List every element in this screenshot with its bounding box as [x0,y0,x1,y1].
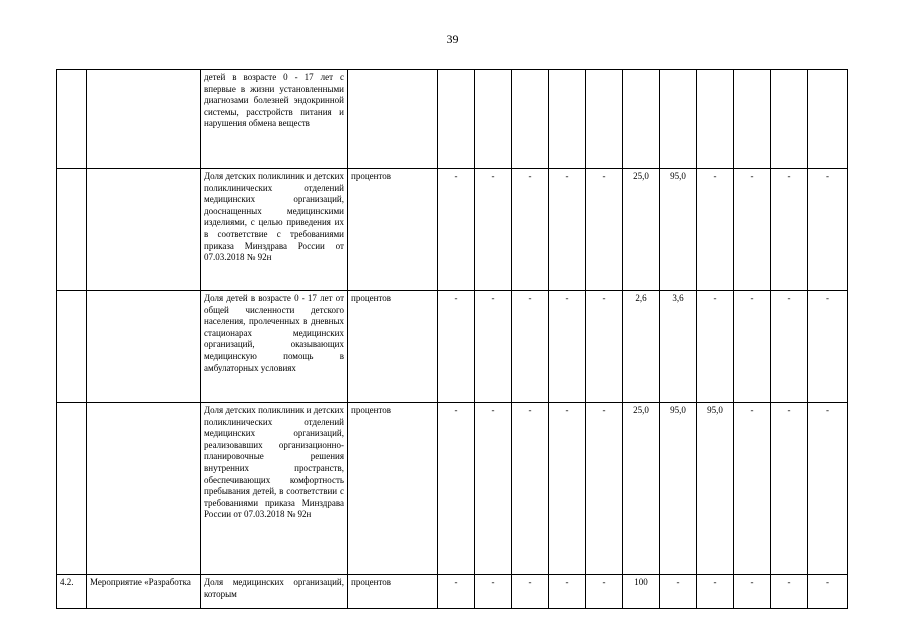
value-cell: - [808,403,848,575]
indicator-name: Доля детских поликлиник и детских поликлинических отделений медицинских организаций, реализовавших организационно-планировочные решения внутренних пространств, обеспечивающих комфортность пребывания детей, в соответствии с требованиями приказа Минздрава России от 07.03.2018 № 92н [201,403,348,575]
value-cell: - [808,575,848,609]
event-name [87,291,201,403]
value-cell: - [438,291,475,403]
value-cell: - [438,169,475,291]
value-cell: - [438,403,475,575]
value-cell: 95,0 [660,169,697,291]
value-cell [512,70,549,169]
event-name [87,169,201,291]
event-name [87,70,201,169]
value-cell: 25,0 [623,403,660,575]
table-body [57,70,848,609]
value-cell: - [734,291,771,403]
event-name [87,403,201,575]
value-cell: - [660,575,697,609]
value-cell: - [475,403,512,575]
table-row [57,575,848,609]
value-cell: 100 [623,575,660,609]
value-cell: - [697,291,734,403]
value-cell [697,70,734,169]
value-cell: - [475,291,512,403]
value-cell: - [697,169,734,291]
value-cell: - [475,169,512,291]
indicator-name: Доля детей в возрасте 0 - 17 лет от общей численности детского населения, пролеченных в дневных стационарах медицинских организаций, оказывающих медицинскую помощь в амбулаторных условиях [201,291,348,403]
value-cell: - [512,169,549,291]
unit [348,70,438,169]
value-cell: - [438,575,475,609]
row-number: 4.2. [57,575,87,609]
value-cell: - [512,403,549,575]
value-cell [549,70,586,169]
value-cell [475,70,512,169]
value-cell: - [734,575,771,609]
value-cell: - [771,403,808,575]
row-number [57,403,87,575]
row-number [57,291,87,403]
indicators-table [56,69,848,609]
value-cell [623,70,660,169]
unit: процентов [348,291,438,403]
value-cell [808,70,848,169]
value-cell: 3,6 [660,291,697,403]
value-cell: - [549,169,586,291]
value-cell: - [549,403,586,575]
value-cell: - [808,169,848,291]
row-number [57,70,87,169]
value-cell: - [771,169,808,291]
value-cell [586,70,623,169]
value-cell: - [586,575,623,609]
value-cell: - [771,291,808,403]
table-row [57,70,848,169]
value-cell: - [475,575,512,609]
indicator-name: Доля медицинских организаций, которым [201,575,348,609]
page-number: 39 [446,32,459,46]
value-cell: - [771,575,808,609]
value-cell: - [808,291,848,403]
unit: процентов [348,169,438,291]
table-row [57,403,848,575]
value-cell [660,70,697,169]
value-cell [734,70,771,169]
value-cell: 95,0 [660,403,697,575]
value-cell: 2,6 [623,291,660,403]
value-cell: 25,0 [623,169,660,291]
value-cell: - [549,575,586,609]
value-cell [771,70,808,169]
unit: процентов [348,403,438,575]
table-row [57,291,848,403]
value-cell: - [586,403,623,575]
value-cell: - [734,169,771,291]
value-cell [438,70,475,169]
event-name: Мероприятие «Разработка [87,575,201,609]
value-cell: - [734,403,771,575]
value-cell: - [586,169,623,291]
value-cell: - [512,291,549,403]
value-cell: 95,0 [697,403,734,575]
value-cell: - [586,291,623,403]
value-cell: - [512,575,549,609]
indicator-name: детей в возрасте 0 - 17 лет с впервые в жизни установленными диагнозами болезней эндокринной системы, расстройств питания и нарушения обмена веществ [201,70,348,169]
row-number [57,169,87,291]
value-cell: - [549,291,586,403]
table-row [57,169,848,291]
indicator-name: Доля детских поликлиник и детских поликлинических отделений медицинских организаций, дооснащенных медицинскими изделиями, с целью приведения их в соответствие с требованиями приказа Минздрава России от 07.03.2018 № 92н [201,169,348,291]
value-cell: - [697,575,734,609]
unit: процентов [348,575,438,609]
